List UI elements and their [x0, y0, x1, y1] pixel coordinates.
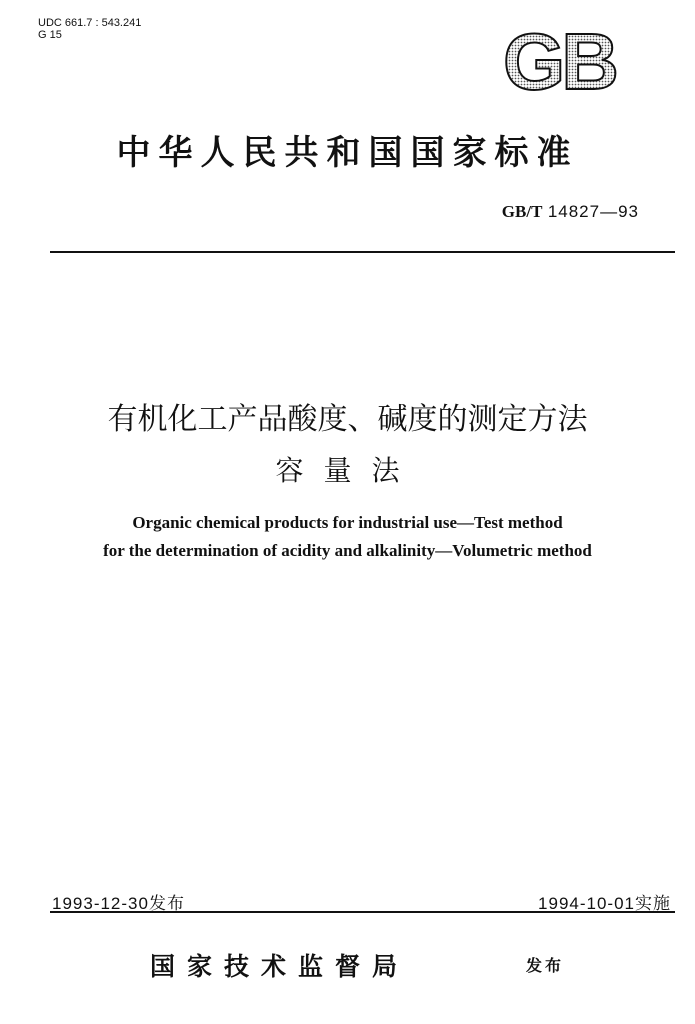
gb-logo-mark: [484, 26, 634, 96]
header-divider: [50, 251, 675, 253]
standard-code-prefix: GB/T: [501, 202, 543, 221]
english-title-line-1: Organic chemical products for industrial use—Test method: [132, 513, 563, 532]
standard-code-number: 14827—93: [547, 202, 639, 221]
implement-date: 1994-10-01实施: [538, 894, 671, 913]
english-title-line-2: for the determination of acidity and alkalinity—Volumetric method: [103, 541, 592, 560]
issuer-action: 发布: [526, 956, 565, 975]
footer-divider: [50, 911, 675, 913]
publish-date: 1993-12-30发布: [52, 894, 185, 913]
gb-logo-text: GB: [503, 26, 615, 96]
udc-number: UDC 661.7 : 543.241: [38, 17, 142, 29]
standard-code: [502, 202, 639, 222]
issuer-name: 国家技术监督局: [150, 952, 410, 981]
class-code: G 15: [38, 29, 62, 41]
document-title: 有机化工产品酸度、碱度的测定方法: [107, 402, 588, 437]
udc-classification: [38, 17, 141, 41]
gb-logo: [484, 26, 634, 96]
document-subtitle: 容量法: [275, 454, 420, 487]
standard-title: 中华人民共和国国家标准: [116, 133, 579, 173]
